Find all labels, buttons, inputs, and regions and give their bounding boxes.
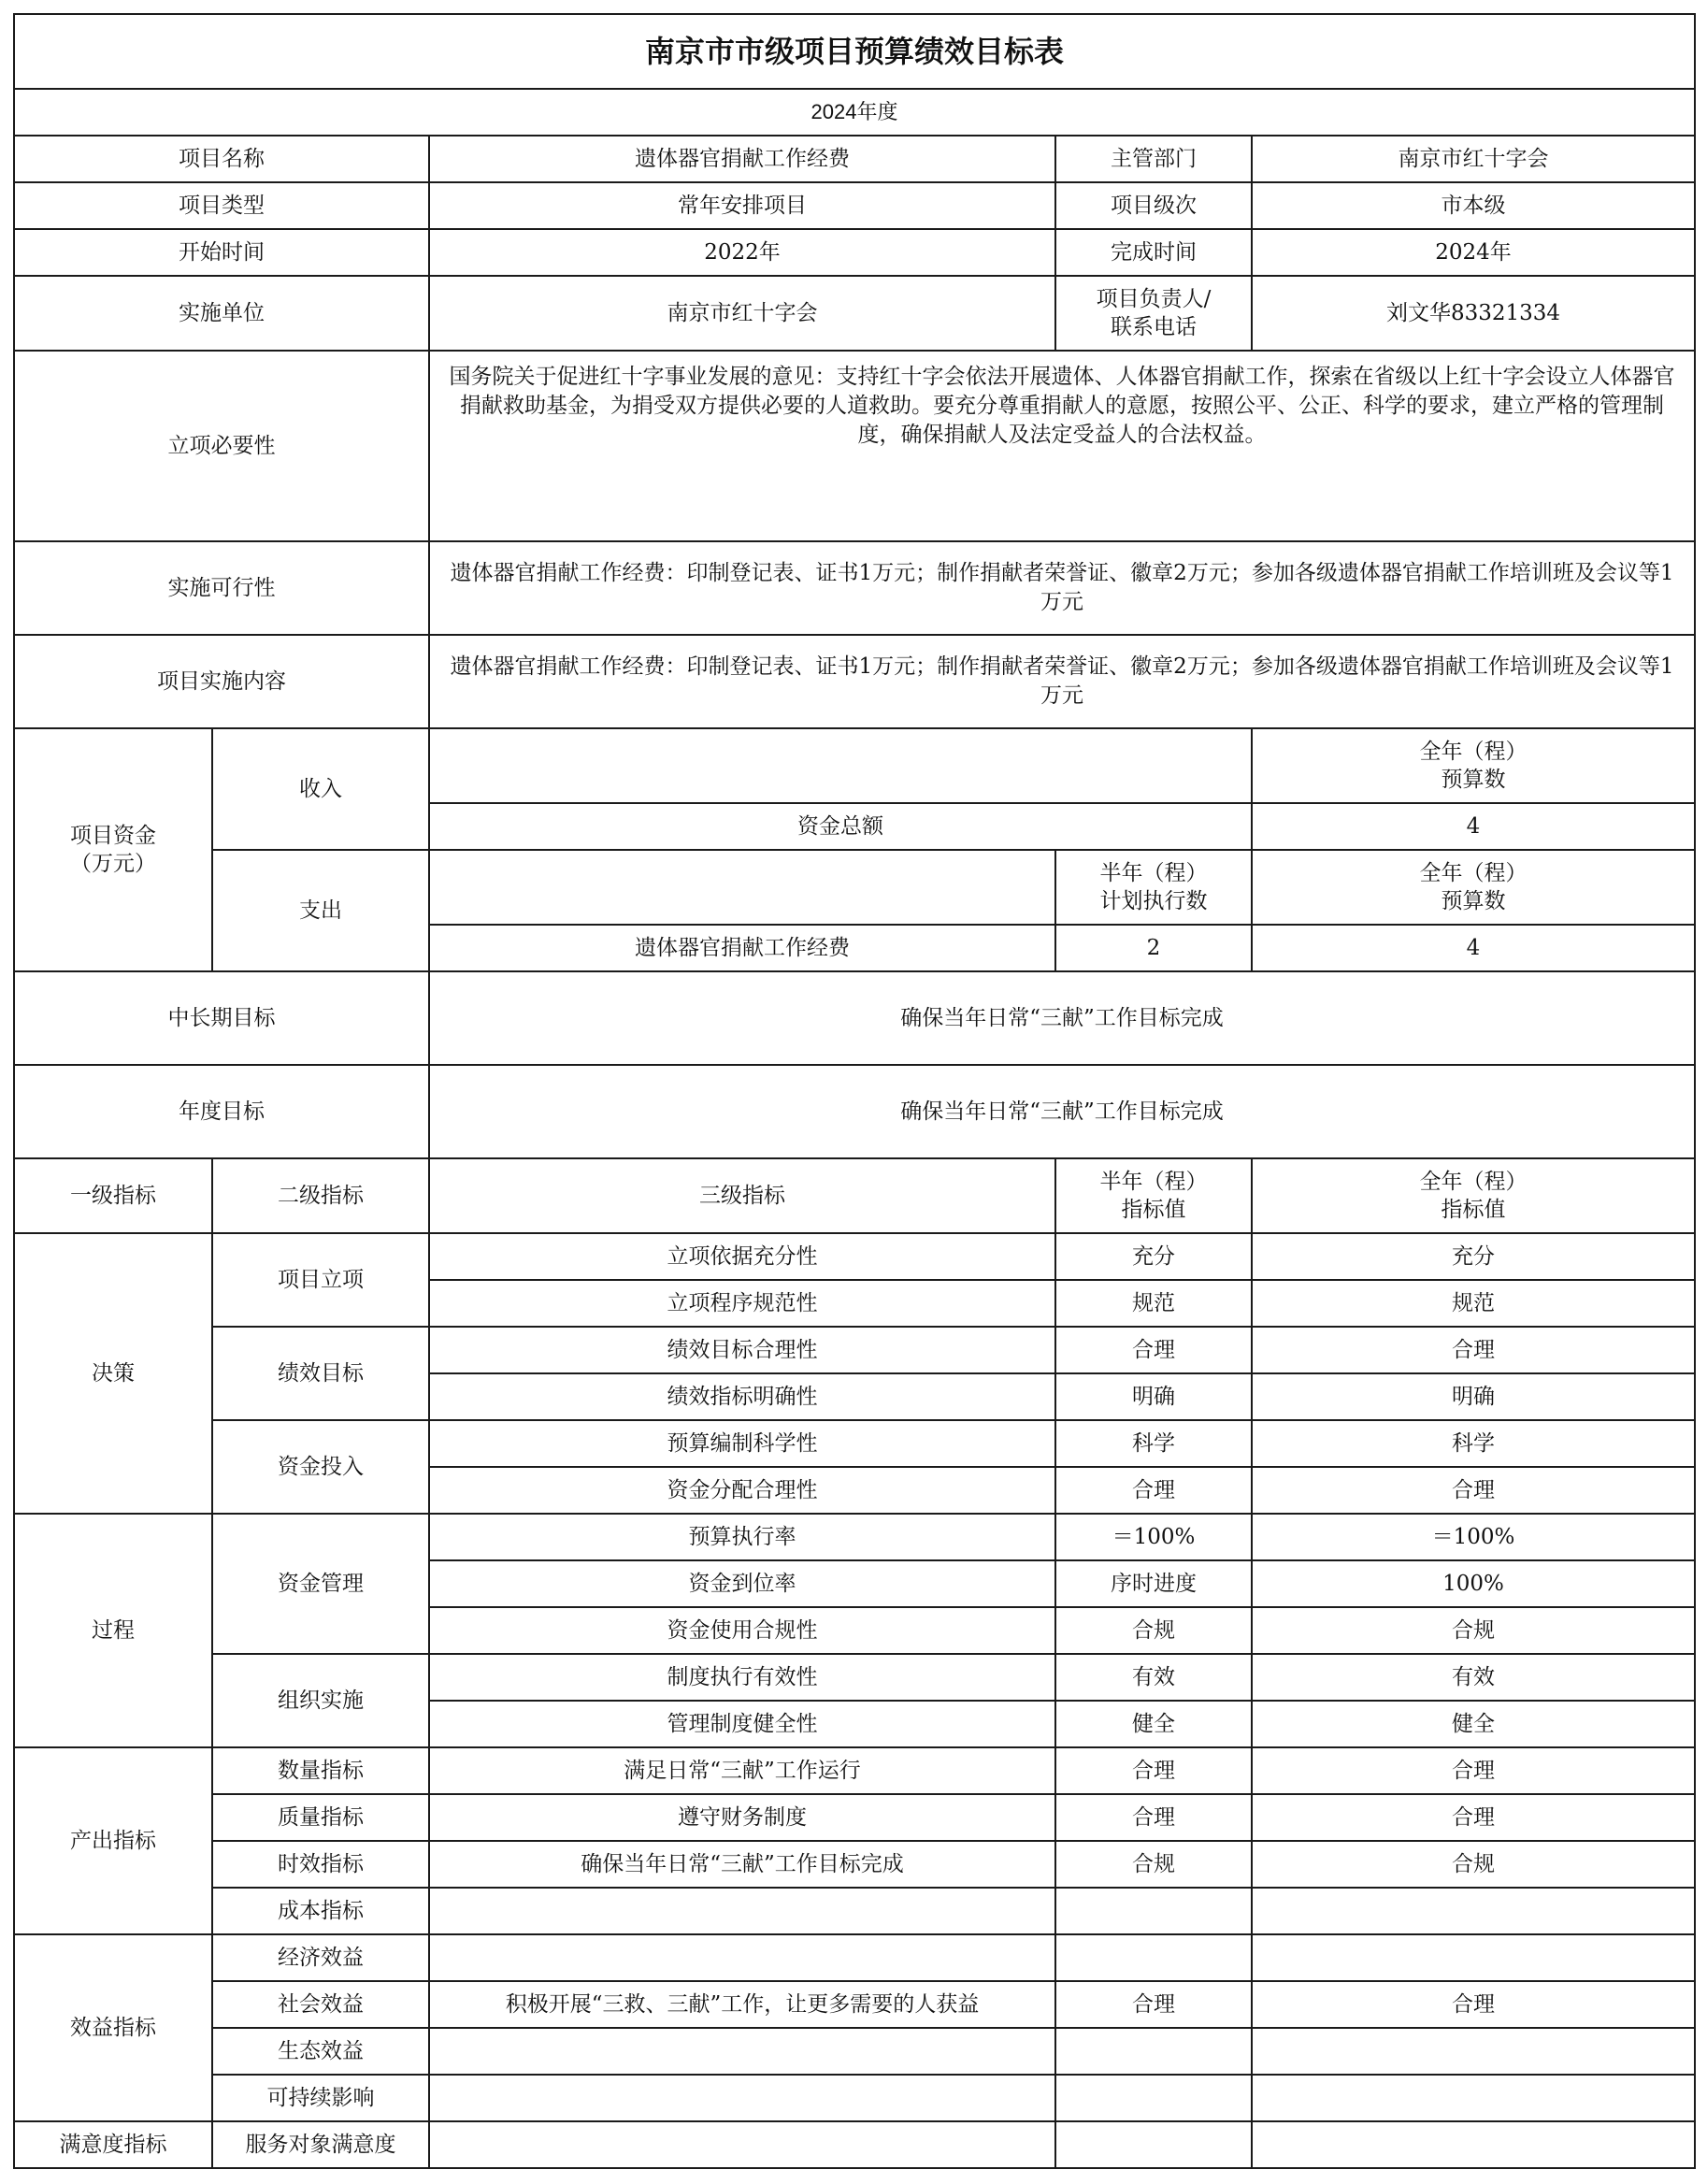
level-3-cell <box>429 2121 1055 2168</box>
full-value-cell: 有效 <box>1252 1654 1695 1701</box>
project-funds-label <box>14 728 212 971</box>
half-plan-header-line-1: 半年（程） <box>1099 861 1208 885</box>
feasibility-label: 实施可行性 <box>14 541 429 635</box>
level-2-cell: 成本指标 <box>212 1888 429 1934</box>
full-value-cell <box>1252 2121 1695 2168</box>
contact-label-line-2: 联系电话 <box>1111 315 1197 339</box>
indicator-row <box>14 1841 1695 1888</box>
department-label: 主管部门 <box>1055 136 1252 182</box>
half-value-cell: ＝100% <box>1055 1514 1252 1560</box>
level-3-cell: 绩效指标明确性 <box>429 1373 1055 1420</box>
end-time-label: 完成时间 <box>1055 229 1252 276</box>
full-value-cell: 合理 <box>1252 1794 1695 1841</box>
full-value-cell: 合理 <box>1252 1981 1695 2028</box>
level-2-cell: 社会效益 <box>212 1981 429 2028</box>
level-1-cell: 满意度指标 <box>14 2121 212 2168</box>
indicator-row <box>14 1420 1695 1467</box>
half-value-cell: 明确 <box>1055 1373 1252 1420</box>
total-funds-value: 4 <box>1252 803 1695 850</box>
level-3-cell: 制度执行有效性 <box>429 1654 1055 1701</box>
long-term-goal-value: 确保当年日常“三献”工作目标完成 <box>429 971 1695 1065</box>
income-budget-header-line-1: 全年（程） <box>1419 740 1528 764</box>
indicator-row <box>14 1934 1695 1981</box>
project-name-label: 项目名称 <box>14 136 429 182</box>
half-value-cell: 合理 <box>1055 1747 1252 1794</box>
half-value-cell: 合规 <box>1055 1607 1252 1654</box>
level-2-cell: 质量指标 <box>212 1794 429 1841</box>
end-time-value: 2024年 <box>1252 229 1695 276</box>
half-value-cell: 合理 <box>1055 1467 1252 1514</box>
indicator-row <box>14 1514 1695 1560</box>
full-budget-header <box>1252 850 1695 925</box>
project-funds-label-line-1: 项目资金 <box>70 824 156 848</box>
level-1-cell: 决策 <box>14 1233 212 1514</box>
level-1-cell: 效益指标 <box>14 1934 212 2121</box>
indicator-row <box>14 1888 1695 1934</box>
table-title: 南京市市级项目预算绩效目标表 <box>14 14 1695 89</box>
half-plan-header-line-2: 计划执行数 <box>1099 889 1208 913</box>
half-value-cell <box>1055 2121 1252 2168</box>
half-value-cell <box>1055 2075 1252 2121</box>
level-3-cell: 绩效目标合理性 <box>429 1327 1055 1373</box>
half-value-cell: 规范 <box>1055 1280 1252 1327</box>
content-text: 遗体器官捐献工作经费：印制登记表、证书1万元；制作捐献者荣誉证、徽章2万元；参加各级遗体器官捐献工作培训班及会议等1万元 <box>429 635 1695 728</box>
full-budget-header-line-2: 预算数 <box>1441 889 1506 913</box>
half-value-cell <box>1055 1934 1252 1981</box>
annual-goal-value: 确保当年日常“三献”工作目标完成 <box>429 1065 1695 1158</box>
half-value-cell: 序时进度 <box>1055 1560 1252 1607</box>
long-term-goal-label: 中长期目标 <box>14 971 429 1065</box>
full-value-cell: 合规 <box>1252 1841 1695 1888</box>
full-value-header-line-1: 全年（程） <box>1419 1170 1528 1194</box>
full-value-cell: 充分 <box>1252 1233 1695 1280</box>
half-plan-header <box>1055 850 1252 925</box>
indicator-row <box>14 1654 1695 1701</box>
income-budget-header <box>1252 728 1695 803</box>
level-3-cell <box>429 1888 1055 1934</box>
indicator-row <box>14 2028 1695 2075</box>
level-3-cell: 预算编制科学性 <box>429 1420 1055 1467</box>
full-value-cell <box>1252 1934 1695 1981</box>
full-value-cell: 科学 <box>1252 1420 1695 1467</box>
total-funds-label: 资金总额 <box>429 803 1252 850</box>
content-label: 项目实施内容 <box>14 635 429 728</box>
level-3-cell <box>429 1934 1055 1981</box>
half-value-cell: 合理 <box>1055 1794 1252 1841</box>
indicator-row <box>14 2075 1695 2121</box>
expense-item-half: 2 <box>1055 925 1252 971</box>
level-3-cell: 立项程序规范性 <box>429 1280 1055 1327</box>
level-2-cell: 项目立项 <box>212 1233 429 1327</box>
half-value-cell: 合规 <box>1055 1841 1252 1888</box>
implementing-unit-value: 南京市红十字会 <box>429 276 1055 351</box>
level-1-header: 一级指标 <box>14 1158 212 1233</box>
indicator-row <box>14 1233 1695 1280</box>
level-3-cell: 资金使用合规性 <box>429 1607 1055 1654</box>
half-value-cell: 合理 <box>1055 1981 1252 2028</box>
level-3-header: 三级指标 <box>429 1158 1055 1233</box>
half-value-cell: 有效 <box>1055 1654 1252 1701</box>
level-3-cell: 资金分配合理性 <box>429 1467 1055 1514</box>
full-value-cell: 合理 <box>1252 1467 1695 1514</box>
contact-label-line-1: 项目负责人/ <box>1096 287 1212 311</box>
full-value-cell: 合理 <box>1252 1747 1695 1794</box>
full-value-cell: 合规 <box>1252 1607 1695 1654</box>
half-value-header <box>1055 1158 1252 1233</box>
half-value-cell: 合理 <box>1055 1327 1252 1373</box>
indicator-row <box>14 1747 1695 1794</box>
level-3-cell: 资金到位率 <box>429 1560 1055 1607</box>
full-value-cell: 健全 <box>1252 1701 1695 1747</box>
level-3-cell: 满足日常“三献”工作运行 <box>429 1747 1055 1794</box>
level-3-cell: 遵守财务制度 <box>429 1794 1055 1841</box>
half-value-header-line-1: 半年（程） <box>1099 1170 1208 1194</box>
level-2-cell: 绩效目标 <box>212 1327 429 1420</box>
project-level-value: 市本级 <box>1252 182 1695 229</box>
level-3-cell: 确保当年日常“三献”工作目标完成 <box>429 1841 1055 1888</box>
full-value-cell: 100% <box>1252 1560 1695 1607</box>
full-value-cell <box>1252 2075 1695 2121</box>
project-level-label: 项目级次 <box>1055 182 1252 229</box>
level-2-cell: 资金管理 <box>212 1514 429 1654</box>
level-2-header: 二级指标 <box>212 1158 429 1233</box>
income-blank-cell <box>429 728 1252 803</box>
full-value-cell <box>1252 2028 1695 2075</box>
project-type-value: 常年安排项目 <box>429 182 1055 229</box>
project-name-value: 遗体器官捐献工作经费 <box>429 136 1055 182</box>
feasibility-text: 遗体器官捐献工作经费：印制登记表、证书1万元；制作捐献者荣誉证、徽章2万元；参加各级遗体器官捐献工作培训班及会议等1万元 <box>429 541 1695 635</box>
start-time-label: 开始时间 <box>14 229 429 276</box>
expense-blank-cell <box>429 850 1055 925</box>
level-2-cell: 可持续影响 <box>212 2075 429 2121</box>
full-budget-header-line-1: 全年（程） <box>1419 861 1528 885</box>
contact-value: 刘文华83321334 <box>1252 276 1695 351</box>
half-value-cell: 充分 <box>1055 1233 1252 1280</box>
expense-item-full: 4 <box>1252 925 1695 971</box>
project-funds-label-line-2: （万元） <box>70 852 156 876</box>
level-1-cell: 产出指标 <box>14 1747 212 1934</box>
full-value-cell: 合理 <box>1252 1327 1695 1373</box>
level-3-cell <box>429 2028 1055 2075</box>
half-value-header-line-2: 指标值 <box>1121 1198 1186 1222</box>
expense-item-name: 遗体器官捐献工作经费 <box>429 925 1055 971</box>
fiscal-year: 2024年度 <box>14 89 1695 136</box>
contact-label <box>1055 276 1252 351</box>
level-1-cell: 过程 <box>14 1514 212 1747</box>
half-value-cell: 健全 <box>1055 1701 1252 1747</box>
budget-performance-table <box>13 13 1696 2169</box>
level-3-cell: 积极开展“三救、三献”工作，让更多需要的人获益 <box>429 1981 1055 2028</box>
indicator-row <box>14 1794 1695 1841</box>
full-value-header <box>1252 1158 1695 1233</box>
level-3-cell: 管理制度健全性 <box>429 1701 1055 1747</box>
indicator-row <box>14 1327 1695 1373</box>
level-2-cell: 组织实施 <box>212 1654 429 1747</box>
half-value-cell <box>1055 1888 1252 1934</box>
full-value-header-line-2: 指标值 <box>1441 1198 1506 1222</box>
full-value-cell <box>1252 1888 1695 1934</box>
level-2-cell: 经济效益 <box>212 1934 429 1981</box>
income-label: 收入 <box>212 728 429 850</box>
level-3-cell: 立项依据充分性 <box>429 1233 1055 1280</box>
expense-label: 支出 <box>212 850 429 971</box>
half-value-cell: 科学 <box>1055 1420 1252 1467</box>
income-budget-header-line-2: 预算数 <box>1441 768 1506 792</box>
level-2-cell: 资金投入 <box>212 1420 429 1514</box>
level-2-cell: 生态效益 <box>212 2028 429 2075</box>
indicator-row <box>14 1981 1695 2028</box>
necessity-label: 立项必要性 <box>14 351 429 541</box>
level-3-cell <box>429 2075 1055 2121</box>
indicator-row <box>14 2121 1695 2168</box>
level-2-cell: 数量指标 <box>212 1747 429 1794</box>
project-type-label: 项目类型 <box>14 182 429 229</box>
implementing-unit-label: 实施单位 <box>14 276 429 351</box>
full-value-cell: 规范 <box>1252 1280 1695 1327</box>
full-value-cell: ＝100% <box>1252 1514 1695 1560</box>
level-2-cell: 服务对象满意度 <box>212 2121 429 2168</box>
annual-goal-label: 年度目标 <box>14 1065 429 1158</box>
department-value: 南京市红十字会 <box>1252 136 1695 182</box>
necessity-text: 国务院关于促进红十字事业发展的意见：支持红十字会依法开展遗体、人体器官捐献工作，探索在省级以上红十字会设立人体器官捐献救助基金，为捐受双方提供必要的人道救助。要充分尊重捐献人的意愿，按照公平、公正、科学的要求，建立严格的管理制度，确保捐献人及法定受益人的合法权益。 <box>429 351 1695 541</box>
full-value-cell: 明确 <box>1252 1373 1695 1420</box>
level-3-cell: 预算执行率 <box>429 1514 1055 1560</box>
level-2-cell: 时效指标 <box>212 1841 429 1888</box>
start-time-value: 2022年 <box>429 229 1055 276</box>
half-value-cell <box>1055 2028 1252 2075</box>
